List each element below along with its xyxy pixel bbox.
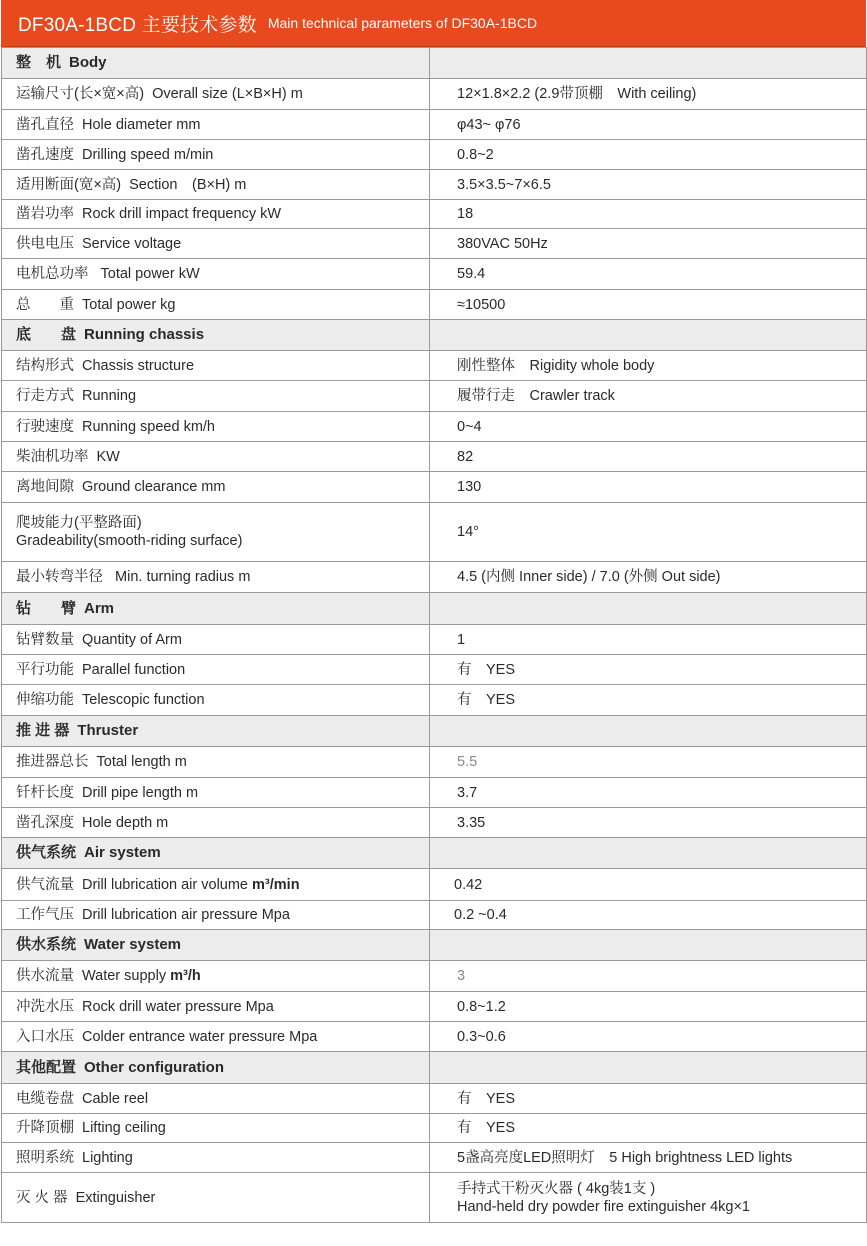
param-value-line-2: Hand-held dry powder fire extinguisher 4kg×1	[457, 1198, 750, 1215]
param-label-cn: 伸缩功能	[16, 692, 74, 708]
param-label	[2, 1084, 430, 1114]
table-row	[2, 170, 867, 200]
param-label	[2, 1022, 430, 1052]
param-label-en: Rock drill impact frequency kW	[82, 206, 282, 222]
param-value: 0.3~0.6	[430, 1022, 867, 1052]
table-row	[2, 655, 867, 685]
spec-sheet	[1, 0, 866, 1223]
table-row	[2, 472, 867, 503]
table-row	[2, 961, 867, 992]
param-value: 有 YES	[430, 685, 867, 716]
param-value: 有 YES	[430, 655, 867, 685]
param-label-cn: 入口水压	[16, 1028, 74, 1045]
param-value: 0~4	[430, 412, 867, 442]
param-value: 3.7	[430, 778, 867, 808]
param-label-en: Min. turning radius m	[111, 569, 251, 585]
param-value: 82	[430, 442, 867, 472]
param-label-en: Colder entrance water pressure Mpa	[82, 1028, 318, 1045]
title-sub: Main technical parameters of DF30A-1BCD	[267, 15, 538, 31]
param-value: 刚性整体 Rigidity whole body	[430, 351, 867, 381]
param-label-cn: 结构形式	[16, 357, 74, 374]
param-label	[2, 503, 430, 562]
param-label	[2, 229, 430, 259]
param-value: ≈10500	[430, 290, 867, 320]
title-bar	[1, 0, 866, 47]
section-title	[2, 320, 430, 351]
param-label	[2, 901, 430, 930]
section-title	[2, 838, 430, 869]
param-label-cn: 平行功能	[16, 661, 74, 678]
param-value: 1	[430, 625, 867, 655]
param-label-en: Drill lubrication air volume	[82, 876, 248, 893]
param-label-cn: 电机总功率	[16, 266, 89, 282]
table-row	[2, 229, 867, 259]
param-value: 59.4	[430, 259, 867, 290]
table-row	[2, 110, 867, 140]
section-title-en: Other configuration	[84, 1058, 225, 1076]
section-blank	[430, 48, 867, 79]
param-value: 3	[430, 961, 867, 992]
param-label	[2, 290, 430, 320]
table-row	[2, 625, 867, 655]
param-label-cn: 凿孔直径	[16, 116, 74, 133]
param-label	[2, 625, 430, 655]
param-label	[2, 778, 430, 808]
section-blank	[430, 593, 867, 625]
param-value: 3.5×3.5~7×6.5	[430, 170, 867, 200]
table-row	[2, 869, 867, 901]
param-label-cn: 行走方式	[16, 388, 74, 404]
table-row	[2, 1022, 867, 1052]
param-value: 5.5	[430, 747, 867, 778]
section-title-cn: 供气系统	[16, 844, 77, 861]
param-label-en: Drilling speed m/min	[82, 146, 214, 163]
section-title-en: Body	[69, 54, 107, 71]
param-label	[2, 869, 430, 901]
section-title-en: Air system	[84, 844, 161, 861]
param-label-cn: 钻臂数量	[16, 631, 74, 648]
section-title-en: Water system	[84, 936, 182, 953]
param-label-cn: 适用断面(宽×高)	[16, 176, 122, 193]
section-blank	[430, 930, 867, 961]
param-label-en: Total length m	[96, 754, 187, 770]
param-value: 130	[430, 472, 867, 503]
param-label	[2, 1173, 430, 1223]
param-label-en: Gradeability(smooth-riding surface)	[16, 533, 243, 549]
section-title	[2, 593, 430, 625]
param-label	[2, 808, 430, 838]
param-value: 0.42	[430, 869, 867, 901]
param-label	[2, 110, 430, 140]
param-label	[2, 200, 430, 229]
table-row	[2, 685, 867, 716]
param-label-en: Service voltage	[82, 235, 182, 252]
param-label	[2, 442, 430, 472]
param-label	[2, 381, 430, 412]
param-label-cn: 工作气压	[16, 907, 74, 923]
param-label-cn: 凿孔速度	[16, 146, 74, 163]
table-row	[2, 1114, 867, 1143]
section-title	[2, 1052, 430, 1084]
param-label-cn: 离地间隙	[16, 479, 74, 495]
table-row	[2, 901, 867, 930]
table-row	[2, 1084, 867, 1114]
param-label	[2, 1143, 430, 1173]
param-label-cn: 总 重	[16, 296, 74, 313]
param-unit: m³/h	[170, 968, 201, 984]
section-header	[2, 48, 867, 79]
param-label-en: Lighting	[82, 1149, 133, 1166]
param-label-cn: 柴油机功率	[16, 448, 89, 465]
table-row	[2, 1173, 867, 1223]
param-label-en: Quantity of Arm	[82, 631, 182, 648]
table-row	[2, 259, 867, 290]
param-label-en: Total power kW	[96, 266, 200, 282]
param-label	[2, 140, 430, 170]
section-title-cn: 整 机	[16, 54, 62, 71]
param-label-en: Drill pipe length m	[82, 784, 199, 801]
param-label-en: KW	[96, 448, 120, 465]
param-label-en: Overall size (L×B×H) m	[152, 86, 303, 102]
table-row	[2, 200, 867, 229]
section-title	[2, 48, 430, 79]
table-row	[2, 381, 867, 412]
param-label	[2, 747, 430, 778]
param-label-cn: 照明系统	[16, 1149, 74, 1166]
spec-table	[1, 47, 867, 1223]
section-title-cn: 供水系统	[16, 936, 77, 953]
param-label-cn: 推进器总长	[16, 754, 89, 770]
param-value: 履带行走 Crawler track	[430, 381, 867, 412]
param-label-en: Cable reel	[82, 1090, 149, 1107]
param-label-en: Running speed km/h	[82, 418, 215, 435]
section-blank	[430, 1052, 867, 1084]
param-label-cn: 供电电压	[16, 235, 74, 252]
param-label-en: Hole diameter mm	[82, 116, 201, 133]
param-label-en: Rock drill water pressure Mpa	[82, 998, 274, 1015]
param-label	[2, 472, 430, 503]
section-header	[2, 1052, 867, 1084]
param-label	[2, 685, 430, 716]
param-label-cn: 凿孔深度	[16, 814, 74, 831]
param-label-cn: 供水流量	[16, 968, 74, 984]
section-title	[2, 716, 430, 747]
param-label-en: Chassis structure	[82, 357, 195, 374]
param-label-cn: 爬坡能力(平整路面)	[16, 515, 142, 531]
section-title-cn: 底 盘	[16, 326, 77, 343]
param-value	[430, 1173, 867, 1223]
param-label-en: Section (B×H) m	[129, 176, 247, 193]
section-title-en: Running chassis	[84, 326, 205, 343]
section-blank	[430, 320, 867, 351]
table-row	[2, 562, 867, 593]
table-row	[2, 290, 867, 320]
section-header	[2, 930, 867, 961]
param-value-line-1: 手持式干粉灭火器 ( 4kg装1支 )	[457, 1180, 656, 1197]
table-row	[2, 79, 867, 110]
param-label-en: Parallel function	[82, 661, 186, 678]
param-value: 380VAC 50Hz	[430, 229, 867, 259]
section-header	[2, 593, 867, 625]
param-label-en: Total power kg	[82, 296, 176, 313]
param-label-cn: 行驶速度	[16, 418, 74, 435]
param-value: 18	[430, 200, 867, 229]
param-label-en: Telescopic function	[82, 692, 205, 708]
section-header	[2, 838, 867, 869]
param-label-cn: 凿岩功率	[16, 206, 74, 222]
param-label-cn: 灭 火 器	[16, 1189, 68, 1206]
param-label	[2, 655, 430, 685]
section-title-cn: 其他配置	[16, 1058, 77, 1076]
param-value: 3.35	[430, 808, 867, 838]
param-label-en: Running	[82, 388, 137, 404]
param-label-cn: 电缆卷盘	[16, 1090, 74, 1107]
section-blank	[430, 716, 867, 747]
param-label	[2, 562, 430, 593]
table-row	[2, 442, 867, 472]
param-label	[2, 170, 430, 200]
param-label	[2, 992, 430, 1022]
param-value: 4.5 (内侧 Inner side) / 7.0 (外侧 Out side)	[430, 562, 867, 593]
param-value: φ43~ φ76	[430, 110, 867, 140]
param-label-en: Hole depth m	[82, 814, 169, 831]
param-value: 有 YES	[430, 1114, 867, 1143]
param-label-en: Drill lubrication air pressure Mpa	[82, 907, 290, 923]
param-unit: m³/min	[252, 876, 300, 893]
section-header	[2, 320, 867, 351]
param-label	[2, 412, 430, 442]
param-value: 有 YES	[430, 1084, 867, 1114]
param-label-cn: 升降顶棚	[16, 1120, 74, 1136]
section-title-en: Arm	[84, 599, 115, 617]
section-header	[2, 716, 867, 747]
table-row	[2, 140, 867, 170]
section-title-cn: 推 进 器	[16, 722, 70, 739]
section-blank	[430, 838, 867, 869]
param-label-cn: 供气流量	[16, 876, 74, 893]
table-row	[2, 992, 867, 1022]
table-row	[2, 503, 867, 562]
param-label-en: Lifting ceiling	[82, 1120, 166, 1136]
param-value: 14°	[430, 503, 867, 562]
table-row	[2, 1143, 867, 1173]
param-label	[2, 259, 430, 290]
param-label	[2, 1114, 430, 1143]
param-label-cn: 钎杆长度	[16, 784, 74, 801]
param-label-en: Ground clearance mm	[82, 479, 226, 495]
param-label-cn: 冲洗水压	[16, 998, 74, 1015]
param-label	[2, 961, 430, 992]
param-value: 12×1.8×2.2 (2.9带顶棚 With ceiling)	[430, 79, 867, 110]
table-row	[2, 778, 867, 808]
param-value: 0.8~2	[430, 140, 867, 170]
param-label	[2, 79, 430, 110]
table-row	[2, 351, 867, 381]
section-title-cn: 钻 臂	[16, 599, 77, 617]
param-value: 0.8~1.2	[430, 992, 867, 1022]
param-label-en: Water supply	[82, 968, 167, 984]
table-row	[2, 412, 867, 442]
param-label	[2, 351, 430, 381]
param-label-cn: 最小转弯半径	[16, 569, 103, 585]
section-title	[2, 930, 430, 961]
param-value: 5盏高亮度LED照明灯 5 High brightness LED lights	[430, 1143, 867, 1173]
param-value: 0.2 ~0.4	[430, 901, 867, 930]
section-title-en: Thruster	[77, 722, 139, 739]
table-row	[2, 808, 867, 838]
param-label-cn: 运输尺寸(长×宽×高)	[16, 86, 145, 102]
table-row	[2, 747, 867, 778]
title-main: DF30A-1BCD 主要技术参数	[18, 14, 257, 36]
param-label-en: Extinguisher	[75, 1189, 156, 1206]
